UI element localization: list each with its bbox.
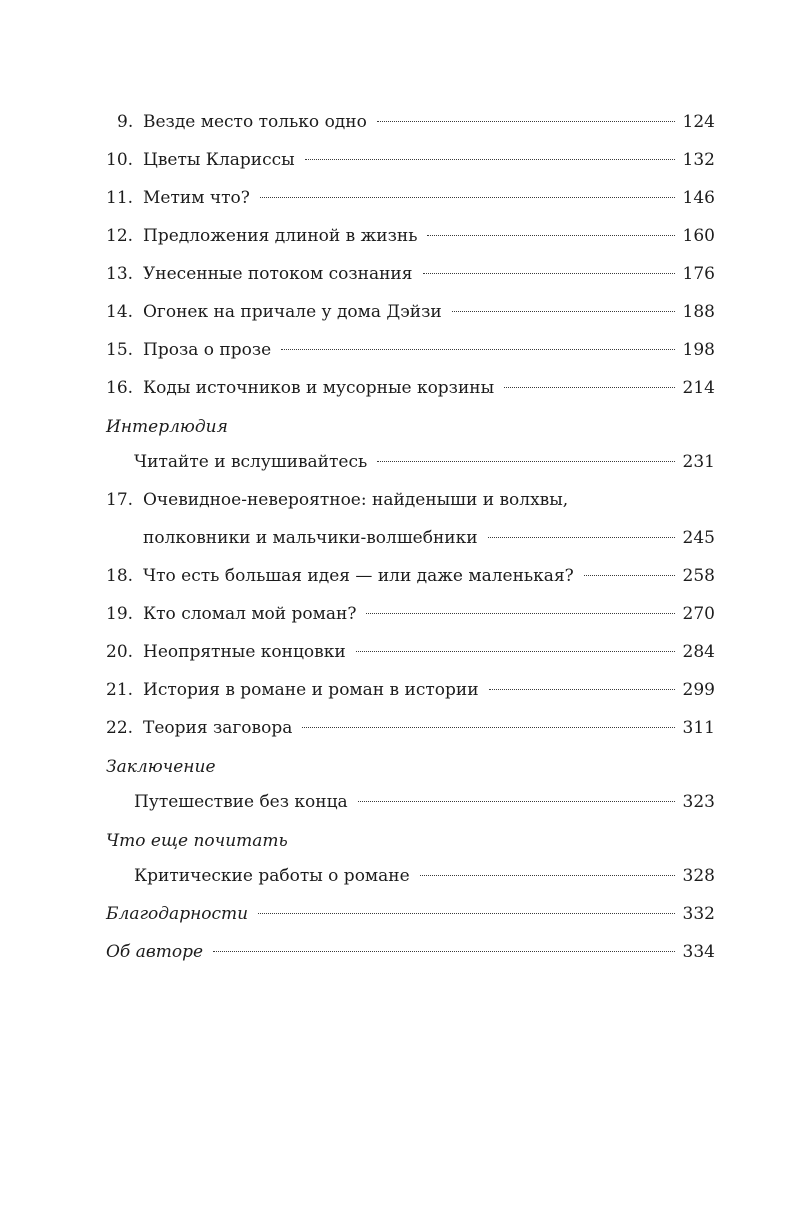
toc-entry-chapter-21[interactable] [106, 671, 715, 709]
toc-entry-chapter-11[interactable] [106, 179, 715, 217]
dot-leader [377, 121, 675, 122]
chapter-number: 11. [106, 188, 134, 208]
page-number: 124 [682, 112, 715, 132]
chapter-number: 12. [106, 226, 134, 246]
entry-title: Читайте и вслушивайтесь [134, 452, 368, 472]
page-number: 258 [682, 566, 715, 586]
entry-title: Критические работы о романе [134, 866, 410, 886]
toc-entry-chapter-12[interactable] [106, 217, 715, 255]
chapter-number: 21. [106, 680, 134, 700]
page-number: 334 [682, 942, 715, 962]
chapter-title: Кто сломал мой роман? [143, 604, 357, 624]
page-number: 198 [682, 340, 715, 360]
dot-leader [258, 913, 674, 914]
toc-entry-chapter-14[interactable] [106, 293, 715, 331]
chapter-title: Предложения длиной в жизнь [143, 226, 418, 246]
chapter-title: Проза о прозе [143, 340, 272, 360]
chapter-title: Коды источников и мусорные корзины [143, 378, 495, 398]
chapter-title: Что есть большая идея — или даже маленькая? [143, 566, 574, 586]
chapter-title: Огонек на причале у дома Дэйзи [143, 302, 442, 322]
chapter-title: Теория заговора [143, 718, 293, 738]
chapter-number: 19. [106, 604, 134, 624]
dot-leader [452, 311, 675, 312]
dot-leader [302, 727, 674, 728]
chapter-number: 20. [106, 642, 134, 662]
dot-leader [489, 689, 675, 690]
chapter-number: 13. [106, 264, 134, 284]
chapter-title-line-2: полковники и мальчики-волшебники [143, 528, 478, 548]
page-number: 323 [682, 792, 715, 812]
dot-leader [423, 273, 675, 274]
chapter-title: Неопрятные концовки [143, 642, 346, 662]
table-of-contents [106, 103, 715, 971]
page-number: 160 [682, 226, 715, 246]
chapter-title: Унесенные потоком сознания [143, 264, 413, 284]
entry-title: Об авторе [106, 942, 204, 962]
chapter-title-line-1: Очевидное-невероятное: найденыши и волхвы, [143, 490, 569, 510]
toc-entry-chapter-9[interactable] [106, 103, 715, 141]
chapter-number: 10. [106, 150, 134, 170]
chapter-number: 22. [106, 718, 134, 738]
dot-leader [504, 387, 674, 388]
toc-entry-chapter-20[interactable] [106, 633, 715, 671]
chapter-number: 14. [106, 302, 134, 322]
toc-entry-further-reading[interactable] [106, 857, 715, 895]
dot-leader [420, 875, 675, 876]
toc-entry-chapter-16[interactable] [106, 369, 715, 407]
toc-entry-chapter-19[interactable] [106, 595, 715, 633]
dot-leader [260, 197, 675, 198]
chapter-number: 15. [106, 340, 134, 360]
chapter-title: Метим что? [143, 188, 250, 208]
page-number: 311 [682, 718, 715, 738]
page-number: 245 [682, 528, 715, 548]
toc-entry-conclusion[interactable] [106, 783, 715, 821]
section-heading-further-reading: Что еще почитать [106, 831, 288, 851]
toc-entry-interlude[interactable] [106, 443, 715, 481]
dot-leader [358, 801, 675, 802]
chapter-number: 9. [117, 112, 134, 132]
dot-leader [377, 461, 674, 462]
section-heading-interlude: Интерлюдия [106, 417, 228, 437]
entry-title: Благодарности [106, 904, 249, 924]
page-number: 284 [682, 642, 715, 662]
page-number: 270 [682, 604, 715, 624]
entry-title: Путешествие без конца [134, 792, 348, 812]
toc-entry-about-author[interactable] [106, 933, 715, 971]
dot-leader [356, 651, 675, 652]
page-number: 146 [682, 188, 715, 208]
toc-entry-chapter-13[interactable] [106, 255, 715, 293]
dot-leader [281, 349, 674, 350]
chapter-number: 17. [106, 490, 134, 510]
page-number: 328 [682, 866, 715, 886]
section-heading-conclusion: Заключение [106, 757, 216, 777]
toc-entry-chapter-17[interactable] [106, 481, 715, 557]
toc-entry-chapter-10[interactable] [106, 141, 715, 179]
dot-leader [427, 235, 674, 236]
page-number: 332 [682, 904, 715, 924]
dot-leader [584, 575, 675, 576]
chapter-title: История в романе и роман в истории [143, 680, 479, 700]
page-number: 188 [682, 302, 715, 322]
chapter-title: Цветы Клариссы [143, 150, 295, 170]
page-number: 214 [682, 378, 715, 398]
toc-entry-chapter-18[interactable] [106, 557, 715, 595]
toc-entry-chapter-15[interactable] [106, 331, 715, 369]
toc-entry-acknowledgements[interactable] [106, 895, 715, 933]
toc-entry-chapter-22[interactable] [106, 709, 715, 747]
dot-leader [305, 159, 675, 160]
page-number: 176 [682, 264, 715, 284]
chapter-number: 16. [106, 378, 134, 398]
page-number: 132 [682, 150, 715, 170]
chapter-number: 18. [106, 566, 134, 586]
dot-leader [213, 951, 675, 952]
chapter-title: Везде место только одно [143, 112, 367, 132]
page-number: 299 [682, 680, 715, 700]
dot-leader [488, 537, 675, 538]
dot-leader [366, 613, 674, 614]
page-number: 231 [682, 452, 715, 472]
